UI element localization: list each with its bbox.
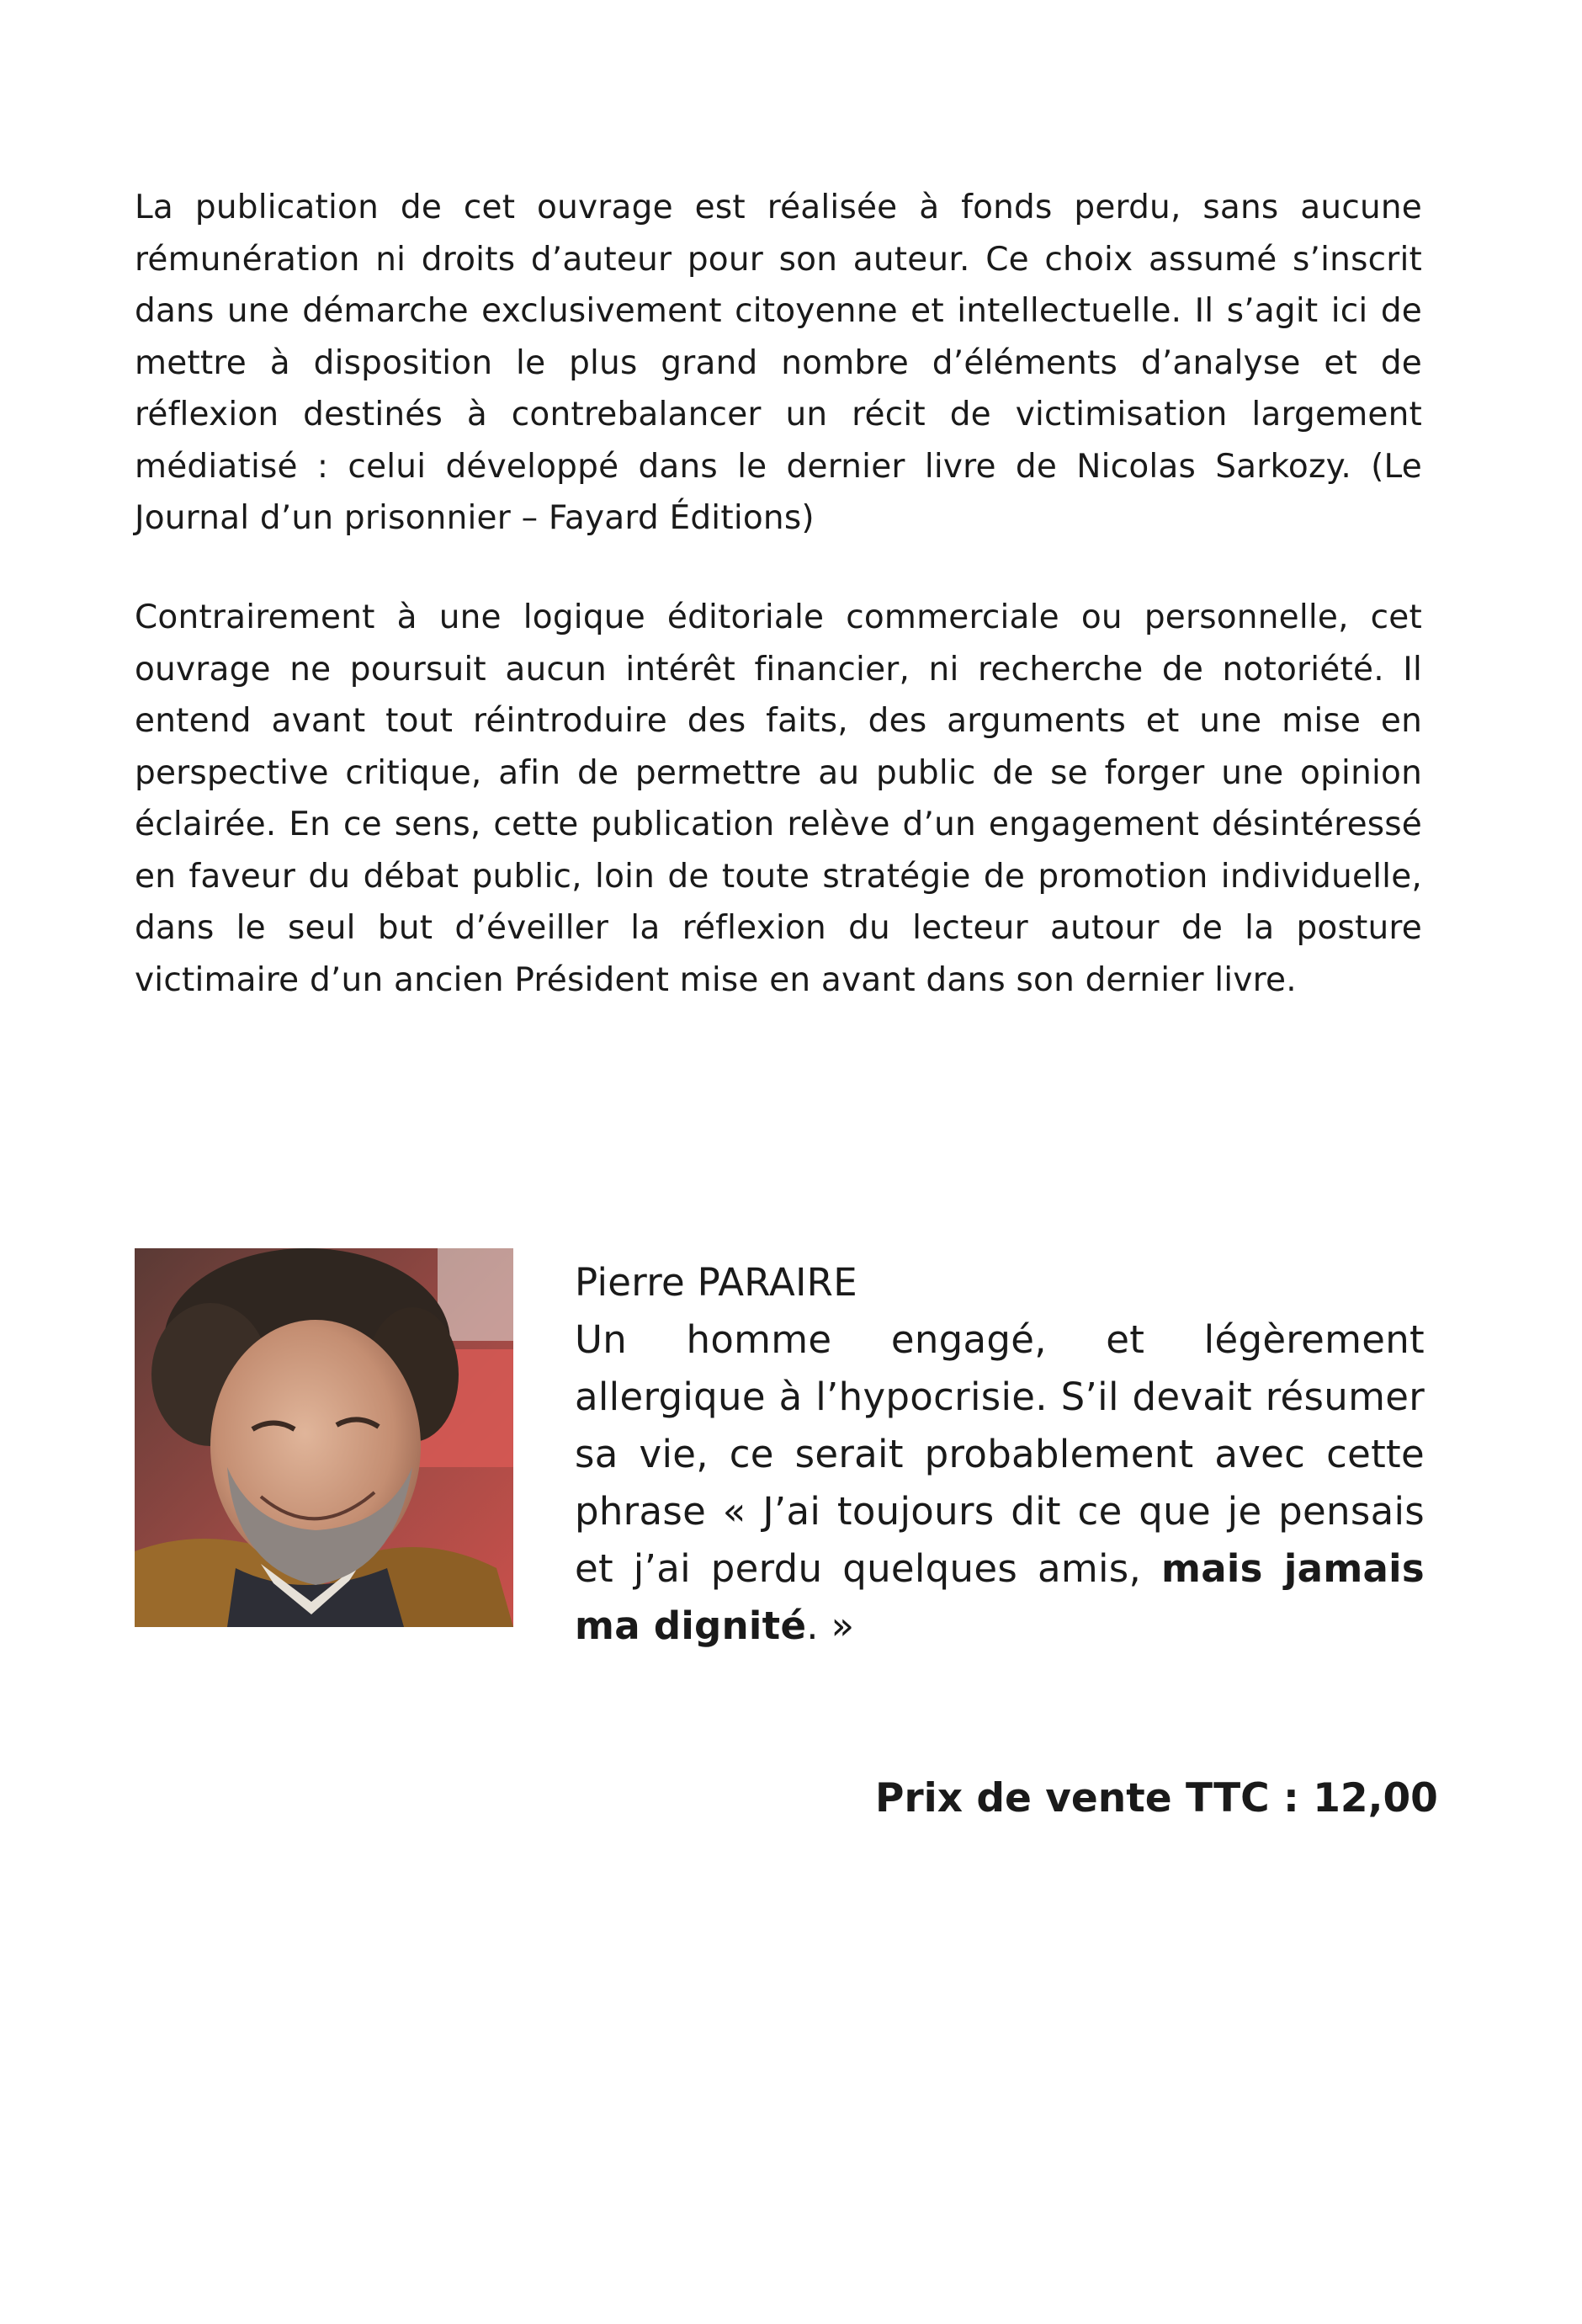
author-description bbox=[575, 1311, 1425, 1655]
bio-tail: . » bbox=[806, 1603, 855, 1648]
author-bio bbox=[575, 1254, 1425, 1655]
author-photo bbox=[135, 1248, 513, 1627]
intro-paragraph-2: Contrairement à une logique éditoriale commerciale ou personnelle, cet ouvrage ne poursuit aucun intérêt financier, ni recherche de notoriété. Il entend avant tout réintroduire des faits, des arguments et une mise en perspective critique, afin de permettre au public de se forger une opinion éclairée. En ce sens, cette publication relève d’un engagement désintéressé en faveur du débat public, loin de toute stratégie de promotion individuelle, dans le seul but d’éveiller la réflexion du lecteur autour de la posture victimaire d’un ancien Président mise en avant dans son dernier livre. bbox=[135, 598, 1422, 999]
author-name: Pierre PARAIRE bbox=[575, 1260, 857, 1305]
price-label: Prix de vente TTC : 12,00 bbox=[875, 1775, 1438, 1821]
intro-paragraph-1: La publication de cet ouvrage est réalisée à fonds perdu, sans aucune rémunération ni droits d’auteur pour son auteur. Ce choix assumé s’inscrit dans une démarche exclusivement citoyenne et intellectuelle. Il s’agit ici de mettre à disposition le plus grand nombre d’éléments d’analyse et de réflexion destinés à contrebalancer un récit de victimisation largement médiatisé : celui développé dans le dernier livre de Nicolas Sarkozy. (Le Journal d’un prisonnier – Fayard Éditions) bbox=[135, 189, 1422, 537]
bio-emphasis: mais jamais ma dignité bbox=[575, 1546, 1425, 1648]
bio-lead: Un homme engagé, et légèrement allergique à l’hypocrisie. S’il devait résumer sa vie, ce serait probablement avec cette phrase « J’ai toujours dit ce que je pensais et j’ai perdu quelques amis, bbox=[575, 1317, 1425, 1591]
